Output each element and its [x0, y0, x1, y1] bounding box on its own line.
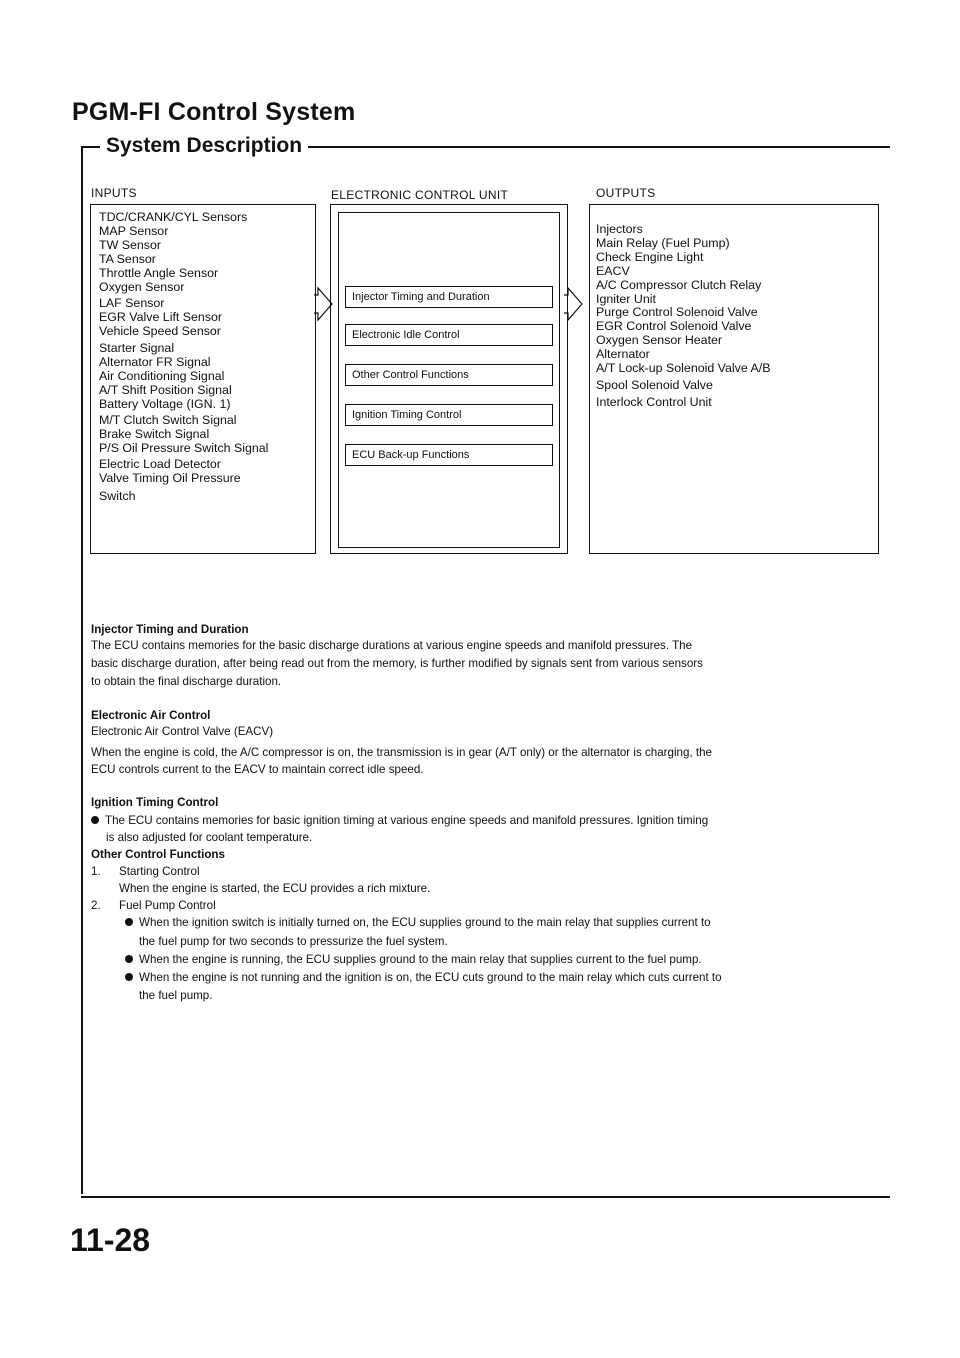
- bullet-icon: [125, 918, 133, 926]
- item2-title: Fuel Pump Control: [119, 899, 216, 912]
- list-item: MAP Sensor: [99, 223, 169, 238]
- list-item: Injectors: [596, 222, 643, 236]
- list-item: EGR Control Solenoid Valve: [596, 319, 752, 334]
- inputs-box: [90, 204, 316, 554]
- list-item: TA Sensor: [99, 251, 156, 266]
- fuel-bullet: When the ignition switch is initially turned on, the ECU supplies ground to the main relay that supplies current to: [125, 915, 711, 930]
- item1-number: 1.: [91, 865, 101, 878]
- list-item: Oxygen Sensor: [99, 279, 185, 294]
- item1-title: Starting Control: [119, 865, 200, 878]
- outputs-box: [589, 204, 879, 554]
- outputs-list: [596, 223, 878, 410]
- list-item: M/T Clutch Switch Signal: [99, 412, 237, 427]
- ecu-heading: ELECTRONIC CONTROL UNIT: [331, 188, 509, 202]
- list-item: A/T Lock-up Solenoid Valve A/B: [596, 361, 771, 376]
- fuel-line: the fuel pump.: [139, 989, 213, 1002]
- list-item: Throttle Angle Sensor: [99, 265, 219, 280]
- list-item: Air Conditioning Signal: [99, 368, 225, 383]
- section-rule: [305, 146, 890, 148]
- item1-text: When the engine is started, the ECU provides a rich mixture.: [119, 882, 431, 895]
- list-item: Oxygen Sensor Heater: [596, 333, 723, 348]
- injector-line: The ECU contains memories for the basic discharge durations at various engine speeds and manifold pressures. The: [91, 639, 693, 652]
- list-item: Starter Signal: [99, 341, 175, 356]
- page-title: PGM-FI Control System: [72, 98, 356, 126]
- fuel-bullet: When the engine is running, the ECU supplies ground to the main relay that supplies current to the fuel pump.: [125, 952, 702, 967]
- list-item: EACV: [596, 263, 630, 278]
- list-item: Alternator FR Signal: [99, 355, 211, 370]
- ecu-function-injector: Injector Timing and Duration: [345, 286, 553, 308]
- ignition-heading: Ignition Timing Control: [91, 796, 219, 809]
- list-item: P/S Oil Pressure Switch Signal: [99, 440, 269, 455]
- outputs-heading: OUTPUTS: [596, 186, 656, 200]
- list-item: A/C Compressor Clutch Relay: [596, 277, 762, 292]
- item2-number: 2.: [91, 899, 101, 912]
- ecu-function-backup: ECU Back-up Functions: [345, 444, 553, 466]
- bullet-icon: [91, 816, 99, 824]
- list-item: Brake Switch Signal: [99, 426, 210, 441]
- bullet-icon: [125, 955, 133, 963]
- list-item: EGR Valve Lift Sensor: [99, 310, 223, 325]
- list-item: Alternator: [596, 347, 650, 362]
- fuel-line: the fuel pump for two seconds to pressurize the fuel system.: [139, 935, 448, 948]
- injector-line: basic discharge duration, after being read out from the memory, is further modified by signals sent from various sensors: [91, 657, 703, 670]
- list-item: Switch: [99, 489, 136, 504]
- ecu-function-ignition: Ignition Timing Control: [345, 404, 553, 426]
- list-item: LAF Sensor: [99, 296, 165, 311]
- section-title: System Description: [100, 134, 308, 158]
- ignition-line: is also adjusted for coolant temperature.: [106, 831, 313, 844]
- inputs-list: [99, 211, 315, 504]
- list-item: Spool Solenoid Valve: [596, 377, 713, 392]
- bottom-rule: [81, 1196, 890, 1198]
- list-item: Interlock Control Unit: [596, 394, 712, 409]
- list-item: Main Relay (Fuel Pump): [596, 235, 730, 250]
- ecu-function-idle: Electronic Idle Control: [345, 324, 553, 346]
- air-line: When the engine is cold, the A/C compressor is on, the transmission is in gear (A/T only) or the alternator is charging, the: [91, 746, 712, 759]
- list-item: Igniter Unit: [596, 291, 656, 306]
- list-item: Electric Load Detector: [99, 457, 221, 472]
- list-item: Battery Voltage (IGN. 1): [99, 396, 231, 411]
- list-item: A/T Shift Position Signal: [99, 382, 232, 397]
- ecu-function-other: Other Control Functions: [345, 364, 553, 386]
- bullet-icon: [125, 973, 133, 981]
- injector-line: to obtain the final discharge duration.: [91, 675, 282, 688]
- list-item: Purge Control Solenoid Valve: [596, 305, 758, 320]
- air-subheading: Electronic Air Control Valve (EACV): [91, 725, 274, 738]
- list-item: Vehicle Speed Sensor: [99, 324, 221, 339]
- air-line: ECU controls current to the EACV to maintain correct idle speed.: [91, 763, 424, 776]
- air-heading: Electronic Air Control: [91, 709, 211, 722]
- inputs-heading: INPUTS: [91, 186, 137, 200]
- list-item: TW Sensor: [99, 237, 161, 252]
- list-item: Valve Timing Oil Pressure: [99, 471, 241, 486]
- fuel-bullet: When the engine is not running and the ignition is on, the ECU cuts ground to the main relay which cuts current to: [125, 970, 722, 985]
- ignition-bullet: The ECU contains memories for basic ignition timing at various engine speeds and manifold pressures. Ignition timing: [91, 813, 708, 828]
- injector-heading: Injector Timing and Duration: [91, 623, 249, 636]
- list-item: Check Engine Light: [596, 249, 704, 264]
- page-number: 11-28: [70, 1222, 151, 1258]
- other-heading: Other Control Functions: [91, 848, 225, 861]
- list-item: TDC/CRANK/CYL Sensors: [99, 210, 248, 224]
